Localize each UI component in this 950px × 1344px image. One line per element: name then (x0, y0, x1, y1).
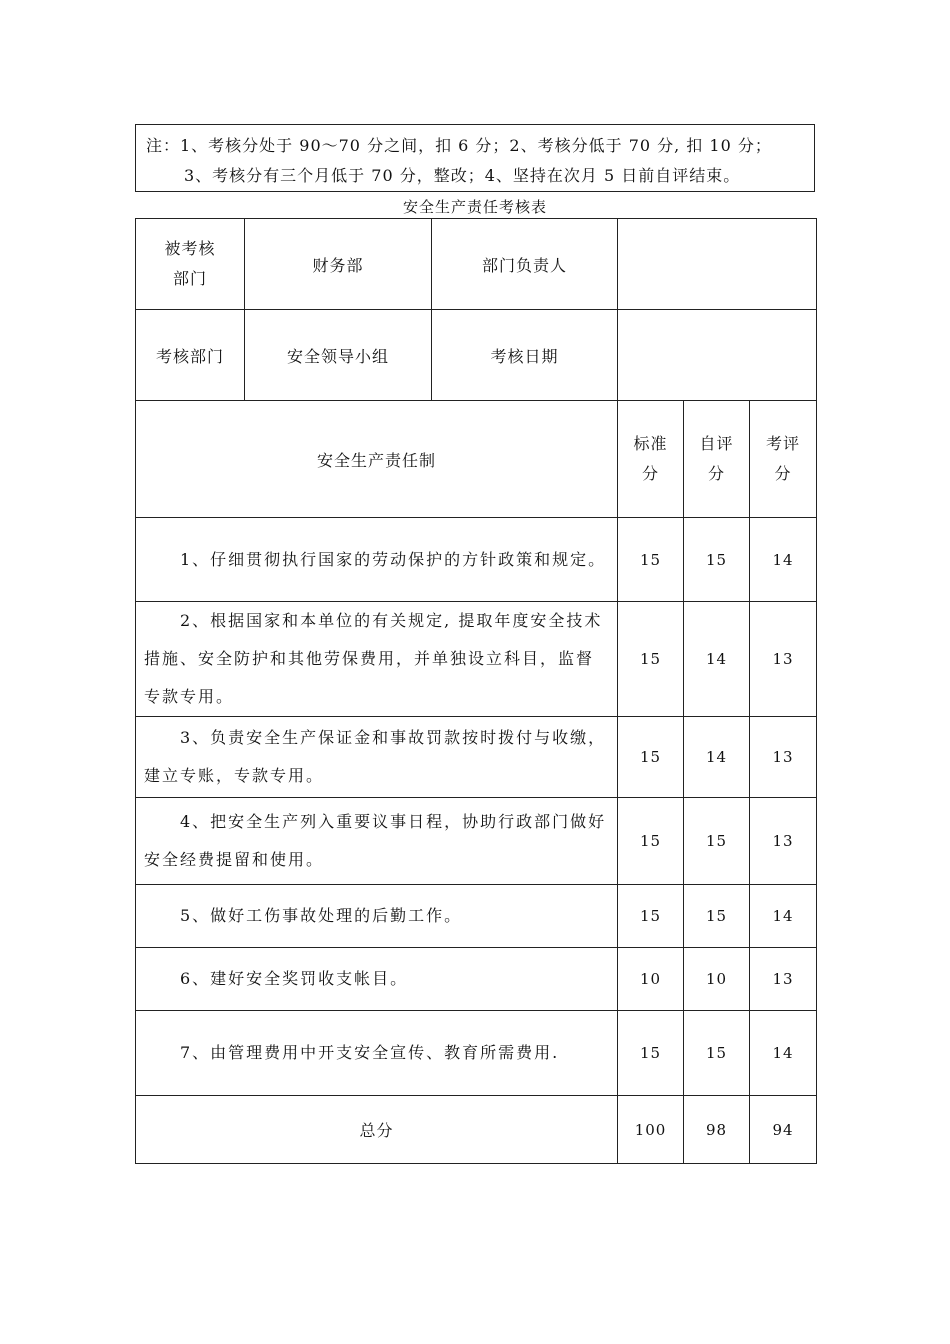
self-score: 15 (684, 518, 750, 602)
self-score: 15 (684, 1011, 750, 1096)
date-value (618, 310, 817, 401)
table-row (136, 717, 817, 798)
reviewer-label: 考核部门 (136, 310, 245, 401)
item-column-header: 安全生产责任制 (136, 401, 618, 518)
review-score: 13 (750, 602, 817, 717)
total-self: 98 (684, 1096, 750, 1164)
standard-score: 15 (618, 1011, 684, 1096)
standard-score: 15 (618, 885, 684, 948)
item-text: 4、把安全生产列入重要议事日程，协助行政部门做好安全经费提留和使用。 (144, 812, 607, 869)
standard-column-header (618, 401, 684, 518)
assessment-table (135, 218, 817, 1164)
review-header-line2: 分 (774, 464, 792, 483)
standard-header-line1: 标准 (633, 434, 668, 453)
note-line-1: 注：1、考核分处于 90～70 分之间，扣 6 分；2、考核分低于 70 分, 扣 10 分； (146, 136, 772, 155)
item-text-cell (136, 602, 618, 717)
item-text: 1、仔细贯彻执行国家的劳动保护的方针政策和规定。 (180, 549, 607, 569)
self-column-header (684, 401, 750, 518)
dept-label-cell (136, 219, 245, 310)
item-text: 6、建好安全奖罚收支帐目。 (180, 969, 409, 988)
item-text-cell (136, 885, 618, 948)
self-score: 15 (684, 798, 750, 885)
self-score: 14 (684, 602, 750, 717)
item-text-cell (136, 1011, 618, 1096)
table-row (136, 948, 817, 1011)
self-header-line1: 自评 (699, 434, 734, 453)
standard-header-line2: 分 (642, 464, 660, 483)
dept-label-line2: 部门 (172, 269, 207, 288)
item-text-cell (136, 518, 618, 602)
item-text: 7、由管理费用中开支安全宣传、教育所需费用. (180, 1043, 560, 1062)
review-score: 13 (750, 798, 817, 885)
standard-score: 15 (618, 798, 684, 885)
table-row (136, 1011, 817, 1096)
standard-score: 15 (618, 717, 684, 798)
note-line-2: 3、考核分有三个月低于 70 分，整改；4、坚持在次月 5 日前自评结束。 (184, 166, 741, 185)
self-score: 15 (684, 885, 750, 948)
dept-value: 财务部 (245, 219, 432, 310)
table-row (136, 602, 817, 717)
table-title: 安全生产责任考核表 (402, 198, 547, 216)
head-label: 部门负责人 (432, 219, 618, 310)
date-label: 考核日期 (432, 310, 618, 401)
dept-label-line1: 被考核 (164, 239, 216, 258)
self-score: 14 (684, 717, 750, 798)
total-label: 总分 (136, 1096, 618, 1164)
review-score: 14 (750, 1011, 817, 1096)
head-value (618, 219, 817, 310)
standard-score: 10 (618, 948, 684, 1011)
item-text-cell (136, 717, 618, 798)
review-header-line1: 考评 (766, 434, 801, 453)
total-row (136, 1096, 817, 1164)
note-box (135, 124, 815, 192)
item-text: 5、做好工伤事故处理的后勤工作。 (180, 906, 463, 925)
review-column-header (750, 401, 817, 518)
table-row (136, 885, 817, 948)
self-score: 10 (684, 948, 750, 1011)
item-text: 3、负责安全生产保证金和事故罚款按时拨付与收缴，建立专账，专款专用。 (144, 728, 607, 785)
item-text-cell (136, 798, 618, 885)
total-review: 94 (750, 1096, 817, 1164)
table-row (136, 518, 817, 602)
review-score: 14 (750, 518, 817, 602)
table-row (136, 798, 817, 885)
item-text: 2、根据国家和本单位的有关规定, 提取年度安全技术措施、安全防护和其他劳保费用，并单独设立科目，监督专款专用。 (144, 611, 603, 706)
standard-score: 15 (618, 602, 684, 717)
item-text-cell (136, 948, 618, 1011)
self-header-line2: 分 (708, 464, 726, 483)
review-score: 13 (750, 948, 817, 1011)
review-score: 14 (750, 885, 817, 948)
total-standard: 100 (618, 1096, 684, 1164)
review-score: 13 (750, 717, 817, 798)
reviewer-value: 安全领导小组 (245, 310, 432, 401)
standard-score: 15 (618, 518, 684, 602)
